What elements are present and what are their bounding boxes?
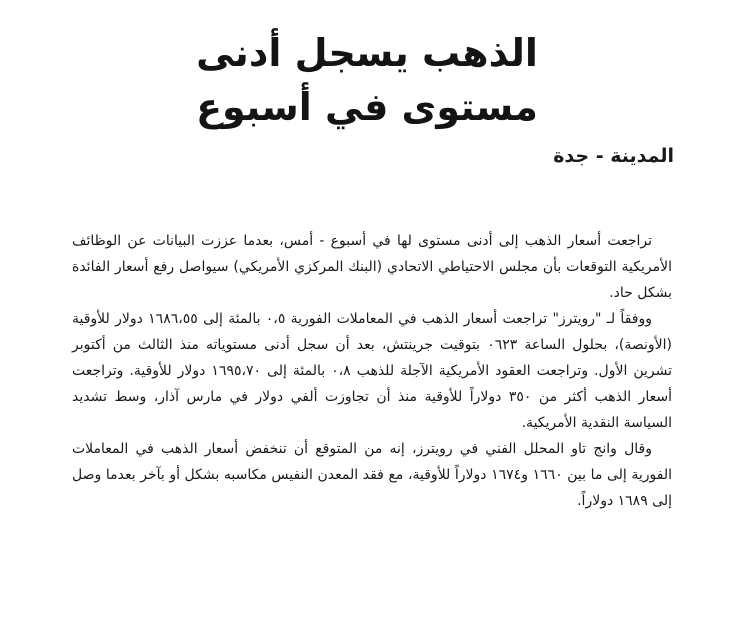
article-body bbox=[72, 228, 672, 514]
paragraph-1: تراجعت أسعار الذهب إلى أدنى مستوى لها في أسبوع - أمس، بعدما عززت البيانات عن الوظائف الأمريكية التوقعات بأن مجلس الاحتياطي الاتحادي (البنك المركزي الأمريكي) سيواصل رفع أسعار الفائدة بشكل حاد. bbox=[72, 233, 672, 301]
dateline: المدينة - جدة bbox=[553, 145, 674, 167]
headline-line-1: الذهب يسجل أدنى bbox=[196, 31, 538, 75]
paragraph-2: ووفقاً لـ "رويترز" تراجعت أسعار الذهب في المعاملات الفورية ٠،٥ بالمئة إلى ١٦٨٦،٥٥ دولار للأوقية (الأونصة)، بحلول الساعة ٠٦٢٣ بتوقيت جرينتش، بعد أن سجل أدنى مستوياته منذ الثالث من أكتوبر تشرين الأول. وتراجعت العقود الأمريكية الآجلة للذهب ٠،٨ بالمئة إلى ١٦٩٥،٧٠ دولار للأوقية. وتراجعت أسعار الذهب أكثر من ٣٥٠ دولاراً للأوقية منذ أن تجاوزت ألفي دولار في مارس آذار، وسط تشديد السياسة النقدية الأمريكية. bbox=[72, 311, 673, 431]
headline-line-2: مستوى في أسبوع bbox=[196, 85, 538, 129]
paragraph-3: وقال وانج تاو المحلل الفني في رويترز، إنه من المتوقع أن تنخفض أسعار الذهب في المعاملات الفورية إلى ما بين ١٦٦٠ و١٦٧٤ دولاراً للأوقية، مع فقد المعدن النفيس مكاسبه بشكل أو بآخر بعدما وصل إلى ١٦٨٩ دولاراً. bbox=[72, 441, 672, 509]
headline bbox=[60, 26, 674, 134]
